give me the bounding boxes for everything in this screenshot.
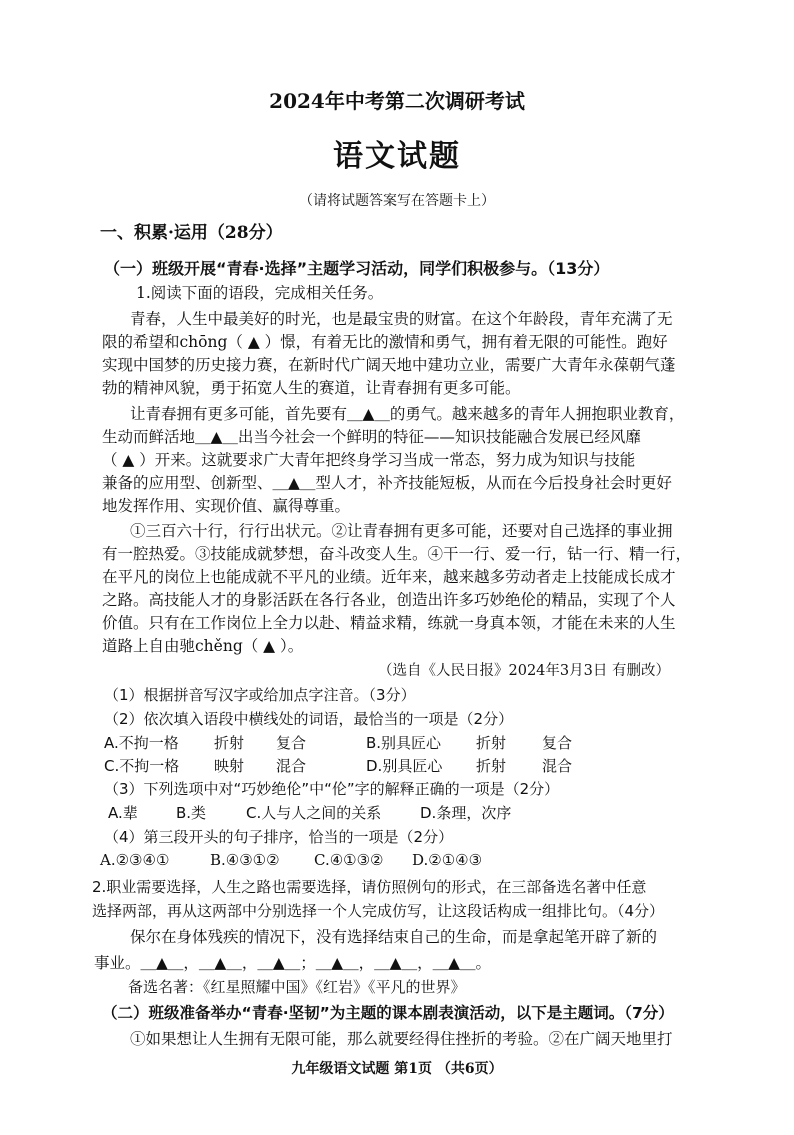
page-footer: 九年级语文试题 第1页 （共6页） bbox=[291, 1061, 503, 1077]
question-2-books: 备选名著：《红星照耀中国》《红岩》《平凡的世界》 bbox=[128, 978, 466, 996]
passage-line: 生动而鲜活地＿▲＿出当今社会一个鲜明的特征——知识技能融合发展已经风靡 bbox=[102, 428, 641, 446]
part1-title: （一）班级开展“青春·选择”主题学习活动，同学们积极参与。（13分） bbox=[104, 259, 610, 278]
question-1-prompt: 1.阅读下面的语段，完成相关任务。 bbox=[136, 284, 384, 302]
question-1-3: （3）下列选项中对“巧妙绝伦”中“伦”字的解释正确的一项是（2分） bbox=[104, 780, 560, 798]
option-b: B.④③①② bbox=[210, 851, 280, 869]
passage-line: 价值。只有在工作岗位上全力以赴、精益求精，练就一身真本领，才能在未来的人生 bbox=[102, 614, 676, 632]
passage-line: 道路上自由驰chěng（ ▲ ）。 bbox=[102, 637, 304, 655]
passage-line: 有一腔热爱。③技能成就梦想，奋斗改变人生。④干一行、爱一行，钻一行、精一行， bbox=[102, 545, 692, 563]
option-b-word1: B.别具匠心 bbox=[366, 734, 442, 752]
passage-line: 实现中国梦的历史接力赛，在新时代广阔天地中建功立业，需要广大青年永葆朝气蓬 bbox=[102, 356, 676, 374]
question-1-1: （1）根据拼音写汉字或给加点字注音。（3分） bbox=[104, 686, 416, 704]
option-d-word1: D.别具匠心 bbox=[366, 757, 443, 775]
option-d: D.条理，次序 bbox=[420, 804, 512, 822]
passage-line: 之路。高技能人才的身影活跃在各行各业，创造出许多巧妙绝伦的精品，实现了个人 bbox=[102, 591, 676, 609]
option-a-word2: 折射 bbox=[214, 734, 245, 752]
option-a: A.②③④① bbox=[100, 851, 170, 869]
passage-line: 勃的精神风貌，勇于拓宽人生的赛道，让青春拥有更多可能。 bbox=[102, 379, 521, 397]
option-a-word1: A.不拘一格 bbox=[104, 734, 179, 752]
passage-line: 限的希望和chōng（ ▲ ）憬，有着无比的激情和勇气，拥有着无限的可能性。跑好 bbox=[102, 333, 668, 351]
part2-title: （二）班级准备举办“青春·坚韧”为主题的课本剧表演活动，以下是主题词。（7分） bbox=[102, 1004, 674, 1022]
option-d-word2: 折射 bbox=[476, 757, 507, 775]
passage-line: （ ▲ ）开来。这就要求广大青年把终身学习当成一常态，努力成为知识与技能 bbox=[102, 451, 636, 469]
passage-source: （选自《人民日报》2024年3月3日 有删改） bbox=[378, 663, 670, 679]
passage-line: 地发挥作用、实现价值、赢得尊重。 bbox=[102, 497, 351, 515]
option-d-word3: 混合 bbox=[542, 757, 573, 775]
option-a-word3: 复合 bbox=[276, 734, 307, 752]
question-2-line: 选择两部，再从这两部中分别选择一个人完成仿写，让这段话构成一组排比句。（4分） bbox=[92, 902, 665, 920]
option-a: A.辈 bbox=[108, 804, 138, 822]
question-1-4: （4）第三段开头的句子排序，恰当的一项是（2分） bbox=[104, 828, 454, 846]
option-b-word3: 复合 bbox=[542, 734, 573, 752]
option-c-word3: 混合 bbox=[276, 757, 307, 775]
option-c: C.人与人之间的关系 bbox=[246, 804, 382, 822]
option-c-word2: 映射 bbox=[214, 757, 245, 775]
option-d: D.②①④③ bbox=[412, 851, 483, 869]
option-b-word2: 折射 bbox=[476, 734, 507, 752]
option-c-word1: C.不拘一格 bbox=[104, 757, 180, 775]
question-1-2: （2）依次填入语段中横线处的词语，最恰当的一项是（2分） bbox=[104, 710, 514, 728]
answer-instruction: （请将试题答案写在答题卡上） bbox=[299, 193, 495, 209]
option-b: B.类 bbox=[176, 804, 207, 822]
passage-line: 青春，人生中最美好的时光，也是最宝贵的财富。在这个年龄段，青年充满了无 bbox=[130, 310, 673, 328]
passage-line: 在平凡的岗位上也能成就不平凡的业绩。近年来，越来越多劳动者走上技能成长成才 bbox=[102, 568, 676, 586]
passage-line: ①三百六十行，行行出状元。②让青春拥有更多可能，还要对自己选择的事业拥 bbox=[130, 522, 673, 540]
question-2-blanks: 事业。＿▲＿，＿▲＿，＿▲＿；＿▲＿，＿▲＿，＿▲＿。 bbox=[94, 954, 492, 972]
passage-line: 兼备的应用型、创新型、＿▲＿型人才，补齐技能短板，从而在今后投身社会时更好 bbox=[102, 474, 672, 492]
question-2-example: 保尔在身体残疾的情况下，没有选择结束自己的生命，而是拿起笔开辟了新的 bbox=[130, 928, 658, 946]
section-title: 一、积累·运用（28分） bbox=[100, 223, 283, 243]
subject-title: 语文试题 bbox=[333, 139, 461, 174]
exam-title: 2024年中考第二次调研考试 bbox=[269, 89, 525, 113]
question-2-line: 2.职业需要选择，人生之路也需要选择，请仿照例句的形式，在三部备选名著中任意 bbox=[92, 878, 647, 896]
passage-line: 让青春拥有更多可能，首先要有＿▲＿的勇气。越来越多的青年人拥抱职业教育， bbox=[130, 405, 685, 423]
part2-line: ①如果想让人生拥有无限可能，那么就要经得住挫折的考验。②在广阔天地里打 bbox=[130, 1030, 673, 1048]
option-c: C.④①③② bbox=[314, 851, 384, 869]
